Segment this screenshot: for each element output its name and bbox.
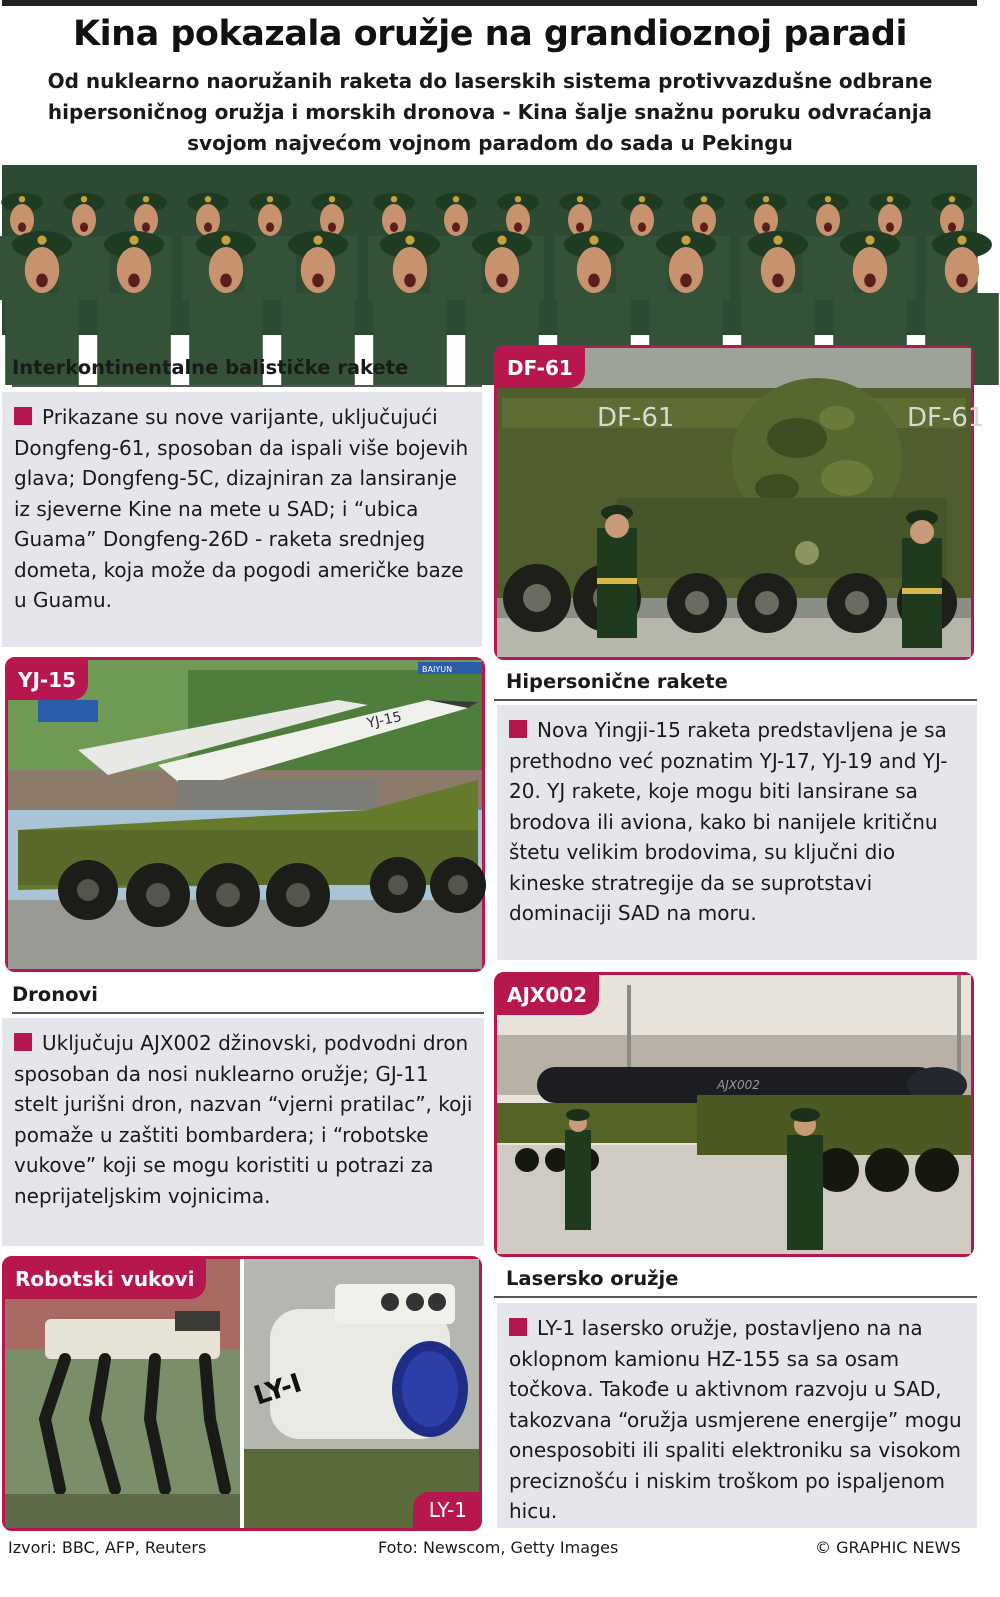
ajx002-photo [494, 972, 974, 1257]
ajx002-tag: AJX002 [497, 975, 599, 1015]
icbm-heading [12, 356, 482, 387]
soldiers-parade-photo [2, 165, 977, 335]
icbm-heading-text: Interkontinentalne balističke rakete [12, 356, 409, 379]
yj15-photo [5, 657, 485, 972]
footer-photo-credit: Foto: Newscom, Getty Images [378, 1538, 619, 1557]
laser-heading [494, 1267, 977, 1298]
top-rule [2, 0, 977, 6]
yj15-tag: YJ-15 [8, 660, 88, 700]
robot-wolves-tag: Robotski vukovi [5, 1259, 206, 1299]
drones-heading-text: Dronovi [12, 983, 98, 1006]
footer-copyright: © GRAPHIC NEWS [815, 1538, 961, 1557]
drones-heading [12, 983, 484, 1014]
footer-sources: Izvori: BBC, AFP, Reuters [8, 1538, 207, 1557]
hypersonic-heading-text: Hipersonične rakete [506, 670, 728, 693]
drones-text: Uključuju AJX002 džinovski, podvodni dron sposoban da nosi nuklearno oružje; GJ-11 stelt jurišni dron, nazvan “vjerni pratilac”, koji pomaže u zaštiti bombardera; i “robotske vukove” koji se mogu koristiti u potrazi za neprijateljskim vojnicima. [14, 1031, 473, 1208]
bullet-icon [14, 407, 32, 425]
page-title: Kina pokazala oružje na grandioznoj paradi [73, 14, 907, 54]
icbm-text-box [2, 392, 482, 647]
yj15-marking: YJ-15 [365, 708, 404, 732]
ajx002-marking: AJX002 [717, 1078, 760, 1092]
baiyun-sign: BAIYUN [422, 665, 453, 674]
laser-text-box [497, 1303, 977, 1528]
drones-text-box [2, 1018, 484, 1246]
df61-marking-right: DF-61 [907, 403, 985, 433]
ly1-marking: LY-I [250, 1368, 306, 1412]
df61-tag: DF-61 [497, 348, 585, 388]
df61-marking-left: DF-61 [597, 403, 675, 433]
ly1-tag: LY-1 [413, 1492, 479, 1528]
page-subtitle: Od nuklearno naoružanih raketa do laserskih sistema protivvazdušne odbrane hipersoničnog oružja i morskih dronova - Kina šalje snažnu poruku odvraćanja svojom najvećom vojnom paradom do sada u Pekingu [47, 69, 933, 155]
robot-wolves-ly1-photo [2, 1256, 482, 1531]
hypersonic-text: Nova Yingji-15 raketa predstavljena je sa prethodno već poznatim YJ-17, YJ-19 and YJ-20. YJ rakete, koje mogu biti lansirane sa brodova ili aviona, kako bi nanijele kritičnu štetu velikim brodovima, su ključni dio kineske stratregije da se suprotstavi dominaciji SAD na moru. [509, 718, 948, 925]
hypersonic-text-box [497, 705, 977, 960]
df61-photo [494, 345, 985, 660]
bullet-icon [509, 1318, 527, 1336]
bullet-icon [509, 720, 527, 738]
laser-heading-text: Lasersko oružje [506, 1267, 679, 1290]
hypersonic-heading [494, 670, 977, 701]
icbm-text: Prikazane su nove varijante, uključujući Dongfeng-61, sposoban da ispali više bojevih glava; Dongfeng-5C, dizajniran za lansiranje iz sjeverne Kine na mete u SAD; i “ubica Guama” Dongfeng-26D - raketa srednjeg dometa, koja može da pogodi američke baze u Guamu. [14, 405, 469, 612]
bullet-icon [14, 1033, 32, 1051]
laser-text: LY-1 lasersko oružje, postavljeno na na oklopnom kamionu HZ-155 sa sa osam točkova. Takođe u aktivnom razvoju u SAD, takozvana “oružja usmjerene energije” mogu onesposobiti ili spaliti elektroniku sa visokom preciznošću i niskim troškom po ispaljenom hicu. [509, 1316, 962, 1523]
